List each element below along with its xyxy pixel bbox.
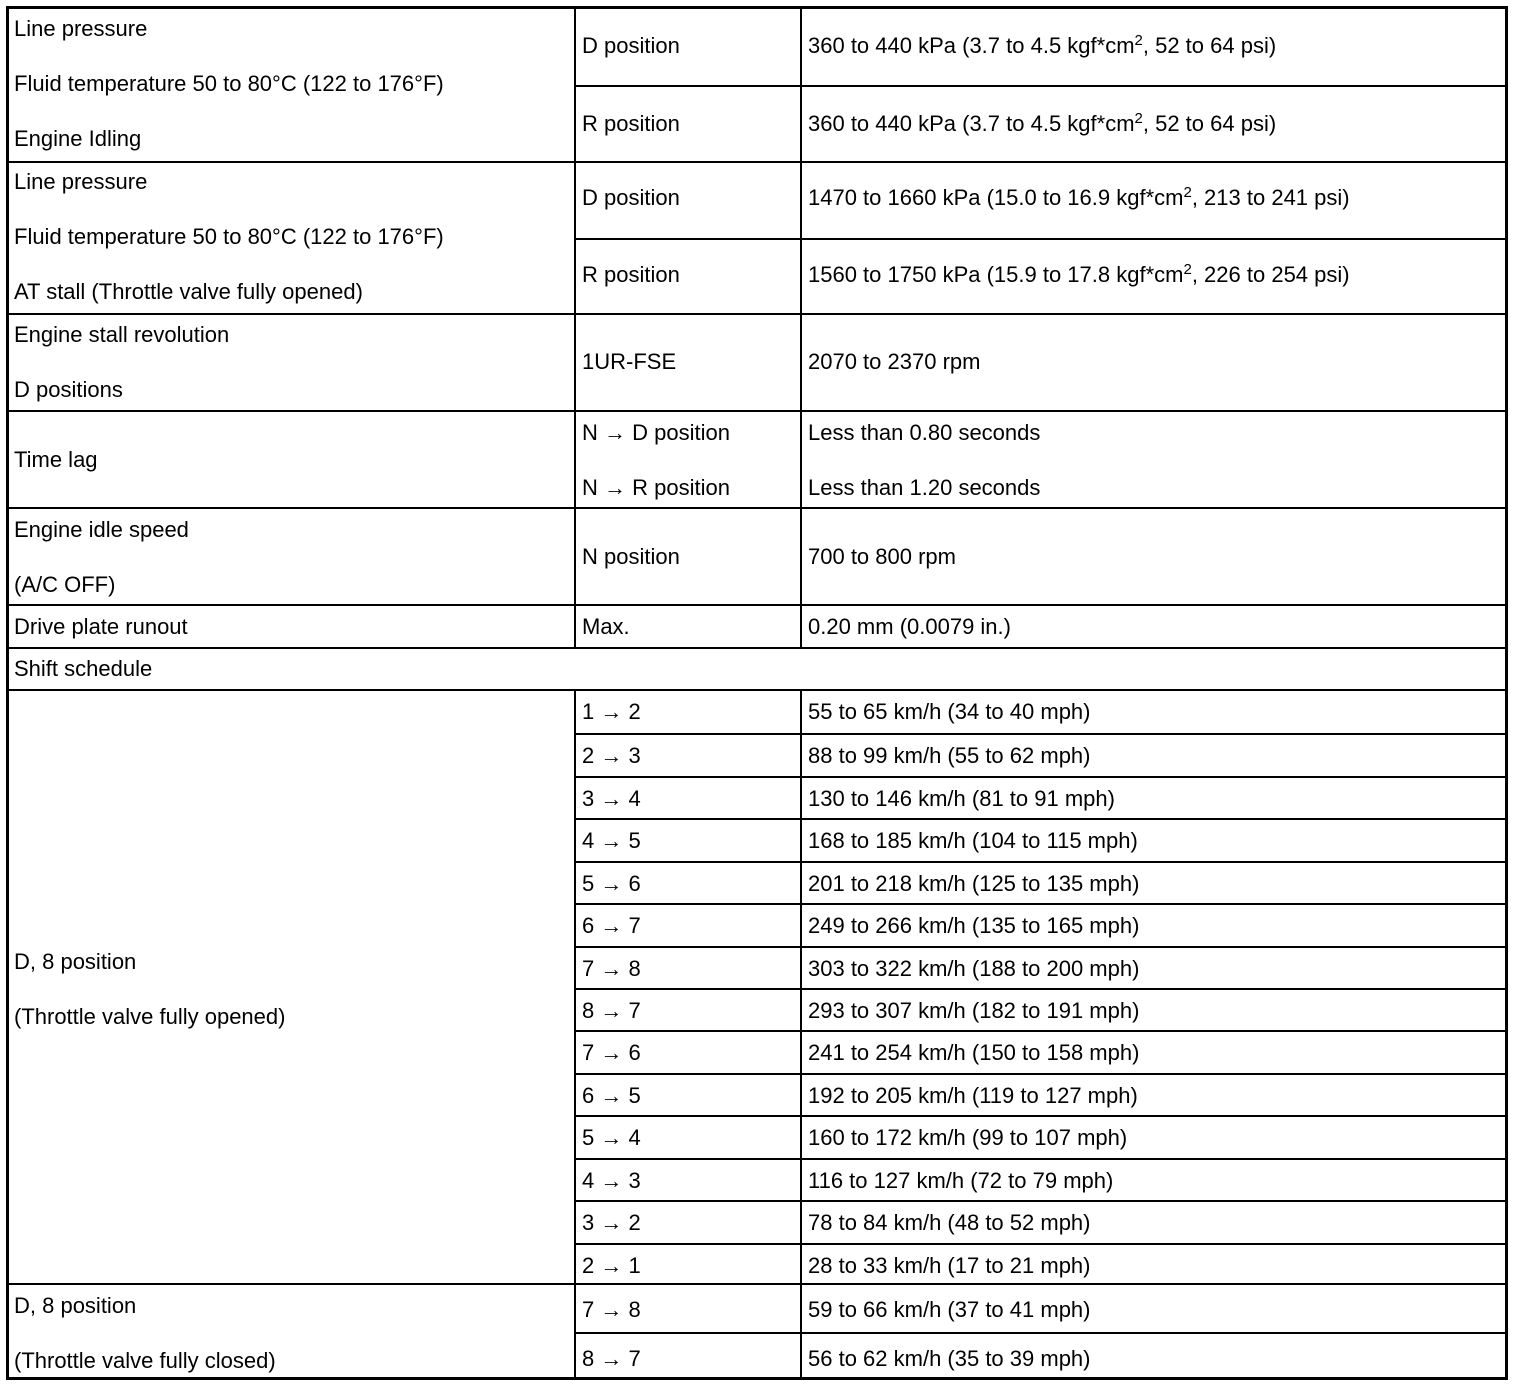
spec-value: 0.20 mm (0.0079 in.) bbox=[808, 614, 1011, 639]
shift-label: 5 → 4 bbox=[582, 1125, 641, 1151]
label-cell bbox=[9, 9, 576, 161]
speed-value: 168 to 185 km/h (104 to 115 mph) bbox=[808, 828, 1138, 854]
position-label: N position bbox=[582, 544, 680, 569]
value-cell bbox=[802, 163, 1505, 313]
shift-subrow bbox=[802, 903, 1505, 945]
engine-code: 1UR-FSE bbox=[582, 349, 677, 374]
shift-subrow bbox=[576, 1200, 800, 1242]
shift-label: 8 → 7 bbox=[582, 998, 641, 1023]
shift-label: 5 → 6 bbox=[582, 870, 641, 896]
shift-label: 4 → 5 bbox=[582, 828, 641, 854]
spec-value: 1560 to 1750 kPa (15.9 to 17.8 $kgf*cm^2$, 226 to 254 psi) bbox=[808, 261, 1350, 287]
shift-subrow bbox=[576, 776, 800, 818]
value-column bbox=[802, 691, 1505, 1283]
shift-label: 4 → 3 bbox=[582, 1167, 641, 1193]
shift-label: 6 → 5 bbox=[582, 1082, 641, 1108]
value-cell bbox=[802, 315, 1505, 410]
shift-label: 8 → 7 bbox=[582, 1346, 641, 1371]
speed-value: 78 to 84 km/h (48 to 52 mph) bbox=[808, 1210, 1091, 1236]
label-line: (Throttle valve fully opened) bbox=[14, 1004, 286, 1029]
speed-value: 303 to 322 km/h (188 to 200 mph) bbox=[808, 955, 1140, 981]
value-column bbox=[802, 1285, 1505, 1377]
speed-value: 55 to 65 km/h (34 to 40 mph) bbox=[808, 699, 1091, 724]
shift-subrow bbox=[576, 861, 800, 903]
table-row bbox=[9, 9, 1505, 161]
speed-value: 88 to 99 km/h (55 to 62 mph) bbox=[808, 743, 1091, 769]
condition-cell bbox=[576, 163, 802, 313]
value-cell bbox=[802, 412, 1505, 507]
shift-subrow bbox=[576, 1158, 800, 1200]
label-cell bbox=[9, 691, 576, 1283]
label-line: (A/C OFF) bbox=[14, 572, 116, 597]
section-title: Shift schedule bbox=[14, 656, 153, 681]
speed-value: 28 to 33 km/h (17 to 21 mph) bbox=[808, 1252, 1091, 1278]
shift-label: 7 → 8 bbox=[582, 955, 641, 981]
position-label: D position bbox=[582, 33, 680, 58]
shift-subrow bbox=[802, 1073, 1505, 1115]
label-line: Fluid temperature 50 to 80°C (122 to 176°F) bbox=[14, 71, 444, 96]
shift-subrow bbox=[576, 1243, 800, 1285]
shift-subrow bbox=[802, 946, 1505, 988]
position-label: R position bbox=[582, 111, 680, 136]
speed-value: 249 to 266 km/h (135 to 165 mph) bbox=[808, 913, 1140, 939]
label-line: D, 8 position bbox=[14, 1293, 137, 1318]
label-line: AT stall (Throttle valve fully opened) bbox=[14, 279, 363, 304]
label-cell bbox=[9, 163, 576, 313]
value-cell bbox=[802, 9, 1505, 161]
label-line: Engine idle speed bbox=[14, 517, 189, 542]
position-label: D position bbox=[582, 185, 680, 210]
section-header-row bbox=[9, 647, 1505, 689]
label-line: Line pressure bbox=[14, 16, 148, 41]
spec-value: 360 to 440 kPa (3.7 to 4.5 $kgf*cm^2$, 52 to 64 psi) bbox=[808, 32, 1277, 58]
spec-value: 2070 to 2370 rpm bbox=[808, 349, 981, 374]
shift-subrow bbox=[802, 818, 1505, 860]
speed-value: 59 to 66 km/h (37 to 41 mph) bbox=[808, 1297, 1091, 1322]
shift-subrow bbox=[802, 1158, 1505, 1200]
shift-label: 1 → 2 bbox=[582, 699, 641, 724]
shift-label: 7 → 8 bbox=[582, 1297, 641, 1322]
shift-subrow bbox=[576, 946, 800, 988]
speed-value: 56 to 62 km/h (35 to 39 mph) bbox=[808, 1346, 1091, 1371]
shift-subrow bbox=[576, 733, 800, 775]
shift-subrow bbox=[802, 861, 1505, 903]
shift-subrow bbox=[802, 691, 1505, 733]
position-label: R position bbox=[582, 262, 680, 287]
condition-cell bbox=[576, 606, 802, 647]
label-line: D positions bbox=[14, 377, 123, 402]
shift-subrow bbox=[576, 988, 800, 1030]
table-row bbox=[9, 1283, 1505, 1377]
shift-label: 2 → 3 bbox=[582, 743, 641, 769]
shift-subrow bbox=[576, 1073, 800, 1115]
label-cell bbox=[9, 315, 576, 410]
speed-value: 201 to 218 km/h (125 to 135 mph) bbox=[808, 870, 1140, 896]
condition-cell bbox=[576, 9, 802, 161]
table-row bbox=[9, 161, 1505, 313]
shift-subrow bbox=[576, 1115, 800, 1157]
value-cell bbox=[802, 509, 1505, 604]
shift-label: 3 → 2 bbox=[582, 1210, 641, 1236]
condition-cell bbox=[576, 509, 802, 604]
position-label: N → D position bbox=[582, 420, 730, 445]
label-cell bbox=[9, 606, 576, 647]
speed-value: 241 to 254 km/h (150 to 158 mph) bbox=[808, 1040, 1140, 1066]
spec-value: 360 to 440 kPa (3.7 to 4.5 $kgf*cm^2$, 52 to 64 psi) bbox=[808, 110, 1277, 136]
label-line: D, 8 position bbox=[14, 949, 137, 974]
condition-label: Max. bbox=[582, 614, 630, 639]
shift-subrow bbox=[802, 776, 1505, 818]
table-row bbox=[9, 689, 1505, 1283]
shift-subrow bbox=[802, 1115, 1505, 1157]
shift-subrow bbox=[576, 691, 800, 733]
label-cell bbox=[9, 509, 576, 604]
label-line: Engine stall revolution bbox=[14, 322, 230, 347]
shift-subrow bbox=[802, 1030, 1505, 1072]
table-row bbox=[9, 507, 1505, 604]
label-line: (Throttle valve fully closed) bbox=[14, 1348, 276, 1373]
spec-value: Less than 1.20 seconds bbox=[808, 475, 1041, 500]
position-label: N → R position bbox=[582, 475, 730, 500]
spec-value: 700 to 800 rpm bbox=[808, 544, 956, 569]
shift-column bbox=[576, 691, 802, 1283]
spec-table bbox=[6, 6, 1508, 1380]
speed-value: 192 to 205 km/h (119 to 127 mph) bbox=[808, 1082, 1138, 1108]
label-cell bbox=[9, 1285, 576, 1377]
value-cell bbox=[802, 606, 1505, 647]
shift-subrow bbox=[576, 903, 800, 945]
shift-subrow bbox=[802, 1200, 1505, 1242]
label-line: Line pressure bbox=[14, 169, 148, 194]
label-cell bbox=[9, 412, 576, 507]
shift-subrow bbox=[802, 988, 1505, 1030]
label-line: Time lag bbox=[14, 447, 98, 472]
table-row bbox=[9, 410, 1505, 507]
shift-subrow bbox=[576, 818, 800, 860]
shift-label: 7 → 6 bbox=[582, 1040, 641, 1066]
table-row bbox=[9, 604, 1505, 647]
shift-label: 2 → 1 bbox=[582, 1252, 641, 1278]
table-row bbox=[9, 313, 1505, 410]
shift-subrow bbox=[802, 733, 1505, 775]
speed-value: 130 to 146 km/h (81 to 91 mph) bbox=[808, 785, 1115, 811]
shift-label: 6 → 7 bbox=[582, 913, 641, 939]
shift-subrow bbox=[802, 1243, 1505, 1285]
spec-value: Less than 0.80 seconds bbox=[808, 420, 1041, 445]
label-line: Fluid temperature 50 to 80°C (122 to 176°F) bbox=[14, 224, 444, 249]
shift-subrow bbox=[576, 1030, 800, 1072]
label-line: Engine Idling bbox=[14, 126, 142, 151]
label-line: Drive plate runout bbox=[14, 614, 188, 639]
speed-value: 116 to 127 km/h (72 to 79 mph) bbox=[808, 1167, 1114, 1193]
speed-value: 160 to 172 km/h (99 to 107 mph) bbox=[808, 1125, 1128, 1151]
spec-value: 1470 to 1660 kPa (15.0 to 16.9 $kgf*cm^2$, 213 to 241 psi) bbox=[808, 184, 1350, 210]
condition-cell bbox=[576, 315, 802, 410]
shift-label: 3 → 4 bbox=[582, 785, 641, 811]
speed-value: 293 to 307 km/h (182 to 191 mph) bbox=[808, 998, 1140, 1023]
shift-column bbox=[576, 1285, 802, 1377]
condition-cell bbox=[576, 412, 802, 507]
